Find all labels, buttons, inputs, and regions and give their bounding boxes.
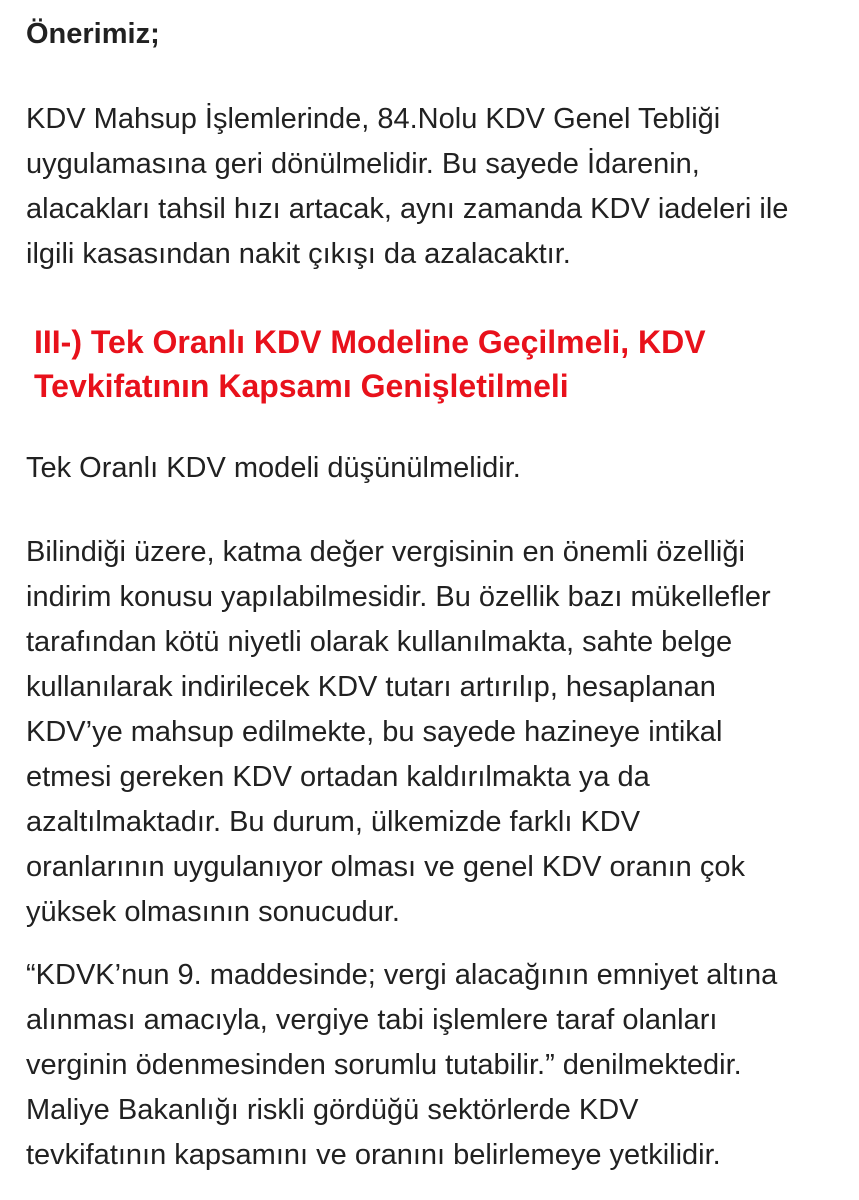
paragraph-line: indirim konusu yapılabilmesidir. Bu özellik bazı mükellefler: [26, 581, 771, 613]
paragraph-line: oranlarının uygulanıyor olması ve genel KDV oranın çok: [26, 851, 745, 883]
paragraph-kdvk: [26, 953, 841, 1178]
paragraph-line: ilgili kasasından nakit çıkışı da azalacaktır.: [26, 238, 571, 270]
paragraph-line: KDV Mahsup İşlemlerinde, 84.Nolu KDV Genel Tebliği: [26, 103, 721, 135]
paragraph-line: yüksek olmasının sonucudur.: [26, 896, 400, 928]
paragraph-tek-oranli: [26, 446, 841, 491]
paragraph-line: uygulamasına geri dönülmelidir. Bu sayede İdarenin,: [26, 148, 700, 180]
paragraph-line: tevkifatının kapsamını ve oranını belirlemeye yetkilidir.: [26, 1139, 721, 1171]
paragraph-mahsup: [26, 97, 841, 277]
paragraph-line: etmesi gereken KDV ortadan kaldırılmakta ya da: [26, 761, 650, 793]
paragraph-line: alacakları tahsil hızı artacak, aynı zamanda KDV iadeleri ile: [26, 193, 789, 225]
paragraph-line: Bilindiği üzere, katma değer vergisinin en önemli özelliği: [26, 536, 745, 568]
intro-heading: Önerimiz;: [26, 18, 160, 50]
paragraph-line: verginin ödenmesinden sorumlu tutabilir.” denilmektedir.: [26, 1049, 742, 1081]
section-heading-line: Tevkifatının Kapsamı Genişletilmeli: [34, 368, 569, 404]
paragraph-line: kullanılarak indirilecek KDV tutarı artırılıp, hesaplanan: [26, 671, 716, 703]
paragraph-bilindigi: [26, 530, 841, 935]
paragraph-line: KDV’ye mahsup edilmekte, bu sayede hazineye intikal: [26, 716, 723, 748]
paragraph-line: Tek Oranlı KDV modeli düşünülmelidir.: [26, 452, 521, 484]
section-heading: [34, 320, 706, 408]
paragraph-line: azaltılmaktadır. Bu durum, ülkemizde farklı KDV: [26, 806, 641, 838]
paragraph-line: tarafından kötü niyetli olarak kullanılmakta, sahte belge: [26, 626, 733, 658]
paragraph-line: alınması amacıyla, vergiye tabi işlemlere taraf olanları: [26, 1004, 718, 1036]
paragraph-line: “KDVK’nun 9. maddesinde; vergi alacağının emniyet altına: [26, 959, 778, 991]
paragraph-line: Maliye Bakanlığı riskli gördüğü sektörlerde KDV: [26, 1094, 639, 1126]
section-heading-line: III-) Tek Oranlı KDV Modeline Geçilmeli, KDV: [34, 324, 706, 360]
